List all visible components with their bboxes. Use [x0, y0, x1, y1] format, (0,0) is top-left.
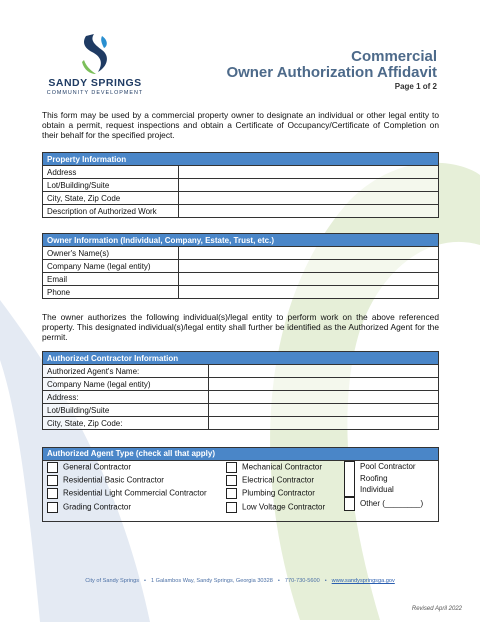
owner-field[interactable] — [179, 286, 439, 299]
intro-paragraph: This form may be used by a commercial property owner to designate an individual or other legal entity to obtain a permit, request inspections and obtain a Certificate of Occupancy/Certificate of Completion on their behalf for the specified project. — [42, 110, 439, 140]
owner-label: Owner's Name(s) — [43, 247, 179, 260]
checkbox-label: Grading Contractor — [63, 502, 132, 512]
property-field[interactable] — [179, 192, 439, 205]
agent-type-header: Authorized Agent Type (check all that apply) — [43, 448, 438, 461]
property-field[interactable] — [179, 179, 439, 192]
checkbox-pool-contractor[interactable] — [344, 461, 416, 497]
owner-label: Email — [43, 273, 179, 286]
checkbox-plumbing-contractor[interactable] — [226, 488, 315, 499]
checkbox-icon[interactable] — [344, 497, 355, 511]
checkbox-icon[interactable] — [47, 462, 58, 473]
checkbox-label: Plumbing Contractor — [242, 488, 315, 498]
sandy-springs-logo — [40, 32, 150, 102]
footer-separator: • — [324, 578, 327, 584]
footer-separator: • — [144, 578, 146, 584]
owner-field[interactable] — [179, 247, 439, 260]
checkbox-icon[interactable] — [47, 475, 58, 486]
contractor-label: City, State, Zip Code: — [43, 417, 209, 430]
footer-address: 1 Galambos Way, Sandy Springs, Georgia 30328 — [150, 578, 273, 584]
property-label: Description of Authorized Work — [43, 205, 179, 218]
logo-mark-icon — [78, 32, 114, 76]
checkbox-icon[interactable] — [47, 502, 58, 513]
contractor-field[interactable] — [209, 365, 439, 378]
authorization-paragraph: The owner authorizes the following individual(s)/legal entity to perform work on the above referenced property. This designated individual(s)/legal entity shall further be identified as the Authorized Agent for the permit. — [42, 312, 439, 342]
contractor-header: Authorized Contractor Information — [43, 352, 439, 365]
checkbox-icon[interactable] — [47, 488, 58, 499]
checkbox-residential-basic[interactable] — [47, 475, 164, 486]
checkbox-label: Mechanical Contractor — [242, 462, 323, 472]
checkbox-label: Residential Light Commercial Contractor — [63, 488, 207, 498]
property-information-table — [42, 152, 439, 218]
checkbox-general-contractor[interactable] — [47, 462, 131, 473]
checkbox-label: Individual — [360, 485, 394, 494]
owner-header: Owner Information (Individual, Company, Estate, Trust, etc.) — [43, 234, 439, 247]
owner-information-table — [42, 233, 439, 299]
checkbox-residential-light-commercial[interactable] — [47, 488, 207, 499]
checkbox-mechanical-contractor[interactable] — [226, 462, 322, 473]
checkbox-label: Other (________) — [360, 499, 424, 509]
checkbox-label: Roofing — [360, 473, 388, 483]
contractor-label: Company Name (legal entity) — [43, 378, 209, 391]
contractor-field[interactable] — [209, 391, 439, 404]
checkbox-label: Pool Contractor — [360, 462, 416, 471]
property-header: Property Information — [43, 153, 439, 166]
footer — [0, 578, 480, 584]
property-label: Address — [43, 166, 179, 179]
title-line-1: Commercial — [351, 48, 437, 65]
contractor-label: Authorized Agent's Name: — [43, 365, 209, 378]
owner-label: Phone — [43, 286, 179, 299]
footer-website-link[interactable]: www.sandyspringsga.gov — [331, 578, 395, 584]
checkbox-electrical-contractor[interactable] — [226, 475, 314, 486]
contractor-field[interactable] — [209, 417, 439, 430]
checkbox-other[interactable] — [344, 497, 423, 511]
contractor-information-table — [42, 351, 439, 430]
checkbox-icon[interactable] — [226, 502, 237, 513]
property-field[interactable] — [179, 205, 439, 218]
checkbox-low-voltage-contractor[interactable] — [226, 502, 325, 513]
checkbox-icon[interactable] — [226, 488, 237, 499]
footer-phone: 770-730-5600 — [284, 578, 320, 584]
property-label: City, State, Zip Code — [43, 192, 179, 205]
owner-field[interactable] — [179, 273, 439, 286]
checkbox-icon[interactable] — [344, 461, 355, 497]
page-number: Page 1 of 2 — [394, 82, 437, 91]
title-line-2: Owner Authorization Affidavit — [226, 64, 437, 81]
revised-date: Revised April 2022 — [411, 606, 462, 612]
logo-subtitle: COMMUNITY DEVELOPMENT — [46, 90, 144, 96]
checkbox-icon[interactable] — [226, 462, 237, 473]
owner-label: Company Name (legal entity) — [43, 260, 179, 273]
owner-field[interactable] — [179, 260, 439, 273]
checkbox-grading-contractor[interactable] — [47, 502, 131, 513]
contractor-field[interactable] — [209, 378, 439, 391]
checkbox-label: General Contractor — [63, 462, 132, 472]
contractor-label: Address: — [43, 391, 209, 404]
logo-name: SANDY SPRINGS — [48, 77, 142, 89]
checkbox-label: Low Voltage Contractor — [242, 502, 326, 512]
property-label: Lot/Building/Suite — [43, 179, 179, 192]
checkbox-icon[interactable] — [226, 475, 237, 486]
agent-type-section — [42, 447, 439, 522]
footer-org: City of Sandy Springs — [85, 578, 140, 584]
checkbox-label: Residential Basic Contractor — [63, 475, 164, 485]
property-field[interactable] — [179, 166, 439, 179]
contractor-label: Lot/Building/Suite — [43, 404, 209, 417]
contractor-field[interactable] — [209, 404, 439, 417]
checkbox-label: Electrical Contractor — [242, 475, 315, 485]
footer-separator: • — [277, 578, 280, 584]
